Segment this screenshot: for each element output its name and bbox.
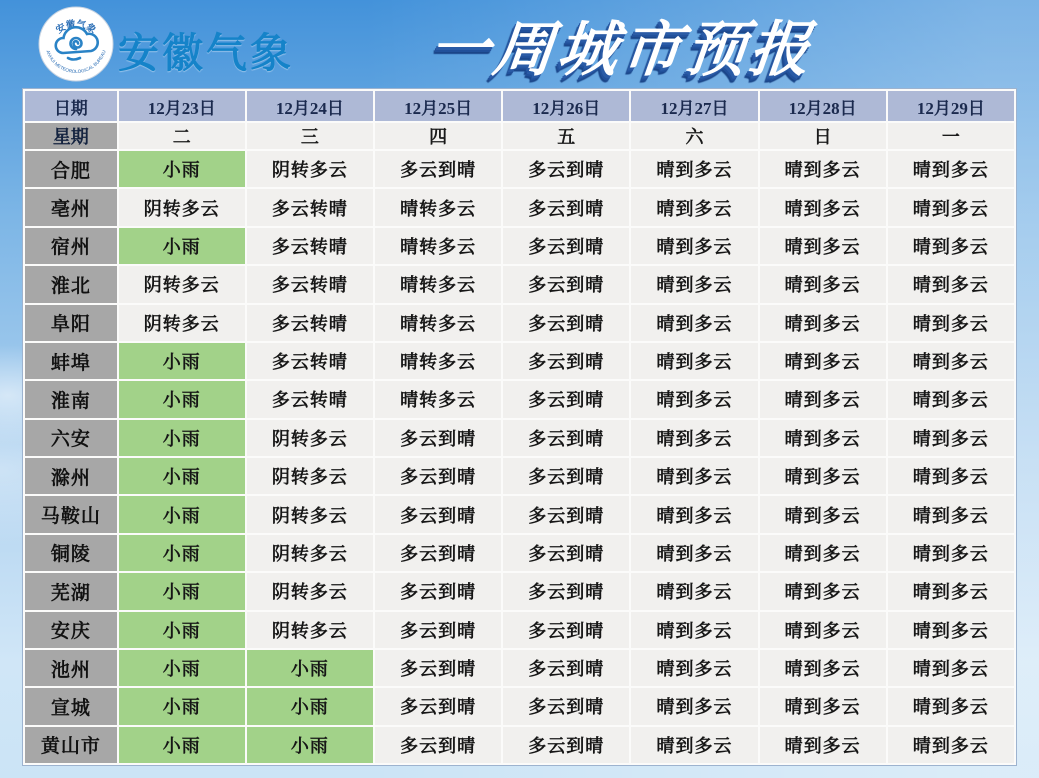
weather-cell: 小雨 [119, 420, 245, 456]
weather-cell: 晴到多云 [760, 305, 886, 341]
weather-cell: 晴到多云 [888, 650, 1014, 686]
city-name: 宣城 [25, 688, 117, 724]
date-header: 12月28日 [760, 91, 886, 121]
weekday-cell: 日 [760, 123, 886, 149]
weather-cell: 小雨 [119, 458, 245, 494]
weather-cell: 晴到多云 [888, 305, 1014, 341]
weekday-cell: 一 [888, 123, 1014, 149]
weather-cell: 晴到多云 [760, 343, 886, 379]
weather-cell: 阴转多云 [247, 151, 373, 187]
weather-cell: 多云转晴 [247, 189, 373, 225]
date-header: 12月23日 [119, 91, 245, 121]
weather-cell: 晴到多云 [760, 535, 886, 571]
weather-cell: 多云到晴 [503, 612, 629, 648]
weather-cell: 晴到多云 [760, 420, 886, 456]
weather-cell: 晴到多云 [760, 228, 886, 264]
city-name: 淮北 [25, 266, 117, 302]
table-row [25, 573, 1014, 609]
weather-cell: 小雨 [119, 688, 245, 724]
city-name: 芜湖 [25, 573, 117, 609]
weather-cell: 多云到晴 [375, 650, 501, 686]
weather-cell: 多云到晴 [375, 727, 501, 763]
weather-cell: 晴到多云 [631, 305, 757, 341]
weather-cell: 多云到晴 [503, 381, 629, 417]
weather-cell: 晴转多云 [375, 266, 501, 302]
weather-cell: 晴到多云 [631, 573, 757, 609]
weather-cell: 晴到多云 [760, 266, 886, 302]
weather-cell: 晴到多云 [888, 573, 1014, 609]
weather-cell: 晴到多云 [760, 151, 886, 187]
weather-cell: 多云转晴 [247, 343, 373, 379]
weather-cell: 阴转多云 [247, 458, 373, 494]
weather-cell: 多云到晴 [503, 535, 629, 571]
weekday-cell: 六 [631, 123, 757, 149]
forecast-table-container [22, 88, 1017, 766]
weather-cell: 多云到晴 [375, 573, 501, 609]
weather-cell: 晴转多云 [375, 189, 501, 225]
weather-cell: 晴到多云 [631, 381, 757, 417]
weekday-row-label: 星期 [25, 123, 117, 149]
weather-cell: 多云到晴 [375, 535, 501, 571]
weather-cell: 小雨 [119, 496, 245, 532]
svg-text:ANHUI METEOROLOGICAL BUREAU: ANHUI METEOROLOGICAL BUREAU [45, 49, 107, 75]
forecast-table [23, 89, 1016, 765]
city-name: 池州 [25, 650, 117, 686]
table-row [25, 189, 1014, 225]
svg-text:安徽气象: 安徽气象 [54, 19, 98, 37]
weather-cell: 晴到多云 [760, 458, 886, 494]
city-name: 黄山市 [25, 727, 117, 763]
weekday-cell: 四 [375, 123, 501, 149]
weather-cell: 阴转多云 [247, 420, 373, 456]
weather-cell: 多云到晴 [503, 343, 629, 379]
weather-cell: 小雨 [119, 151, 245, 187]
weather-cell: 晴到多云 [631, 151, 757, 187]
anhui-meteorology-logo-icon [38, 6, 114, 82]
weather-cell: 小雨 [119, 535, 245, 571]
weekday-cell: 二 [119, 123, 245, 149]
weather-cell: 晴到多云 [760, 496, 886, 532]
weather-cell: 晴转多云 [375, 228, 501, 264]
weather-cell: 多云到晴 [375, 151, 501, 187]
weather-cell: 小雨 [119, 381, 245, 417]
weather-cell: 晴到多云 [760, 612, 886, 648]
table-row [25, 420, 1014, 456]
city-name: 六安 [25, 420, 117, 456]
weather-cell: 小雨 [247, 688, 373, 724]
table-row [25, 612, 1014, 648]
weather-cell: 小雨 [119, 727, 245, 763]
weather-cell: 晴到多云 [760, 381, 886, 417]
weather-cell: 多云到晴 [503, 151, 629, 187]
weather-cell: 阴转多云 [247, 573, 373, 609]
weather-cell: 多云到晴 [503, 496, 629, 532]
weather-cell: 晴到多云 [888, 727, 1014, 763]
weather-cell: 晴到多云 [631, 688, 757, 724]
weather-cell: 多云到晴 [503, 458, 629, 494]
weekday-cell: 三 [247, 123, 373, 149]
weather-cell: 晴到多云 [760, 573, 886, 609]
weather-cell: 晴到多云 [888, 343, 1014, 379]
city-name: 铜陵 [25, 535, 117, 571]
weather-cell: 晴到多云 [760, 727, 886, 763]
date-row-label: 日期 [25, 91, 117, 121]
weather-cell: 多云到晴 [503, 727, 629, 763]
table-row [25, 381, 1014, 417]
weather-cell: 晴到多云 [888, 381, 1014, 417]
page-title: 一周城市预报 [426, 16, 818, 83]
weather-cell: 晴到多云 [888, 189, 1014, 225]
weather-cell: 多云到晴 [503, 228, 629, 264]
table-row [25, 305, 1014, 341]
forecast-table-body [25, 151, 1014, 763]
weather-cell: 多云转晴 [247, 305, 373, 341]
weather-cell: 晴到多云 [888, 496, 1014, 532]
weather-cell: 小雨 [247, 650, 373, 686]
weather-cell: 小雨 [119, 228, 245, 264]
weather-cell: 多云到晴 [375, 688, 501, 724]
weather-cell: 多云到晴 [503, 305, 629, 341]
weather-cell: 晴到多云 [760, 650, 886, 686]
date-header: 12月27日 [631, 91, 757, 121]
weather-cell: 晴到多云 [631, 420, 757, 456]
weather-cell: 多云到晴 [375, 458, 501, 494]
weather-cell: 多云到晴 [503, 688, 629, 724]
weekday-cell: 五 [503, 123, 629, 149]
date-header: 12月29日 [888, 91, 1014, 121]
weather-cell: 晴到多云 [888, 688, 1014, 724]
weather-cell: 晴到多云 [760, 189, 886, 225]
weather-cell: 多云转晴 [247, 381, 373, 417]
city-name: 滁州 [25, 458, 117, 494]
weather-cell: 阴转多云 [119, 266, 245, 302]
city-name: 合肥 [25, 151, 117, 187]
weather-cell: 阴转多云 [247, 612, 373, 648]
table-row [25, 496, 1014, 532]
weather-cell: 多云到晴 [375, 420, 501, 456]
table-row [25, 266, 1014, 302]
weather-cell: 多云到晴 [503, 420, 629, 456]
table-row [25, 727, 1014, 763]
weather-cell: 晴到多云 [888, 266, 1014, 302]
weather-cell: 多云转晴 [247, 228, 373, 264]
weather-cell: 晴到多云 [888, 458, 1014, 494]
weather-cell: 晴到多云 [888, 535, 1014, 571]
weather-cell: 阴转多云 [119, 189, 245, 225]
weather-cell: 晴到多云 [888, 420, 1014, 456]
weather-cell: 晴到多云 [631, 535, 757, 571]
table-row [25, 535, 1014, 571]
weather-cell: 小雨 [119, 343, 245, 379]
weather-cell: 晴到多云 [631, 458, 757, 494]
city-name: 亳州 [25, 189, 117, 225]
date-header-row [25, 91, 1014, 121]
weather-cell: 晴到多云 [888, 151, 1014, 187]
weather-cell: 晴到多云 [631, 343, 757, 379]
weather-cell: 阴转多云 [119, 305, 245, 341]
weather-cell: 晴到多云 [631, 496, 757, 532]
table-row [25, 151, 1014, 187]
weather-cell: 多云转晴 [247, 266, 373, 302]
weather-cell: 晴到多云 [760, 688, 886, 724]
weather-cell: 晴转多云 [375, 343, 501, 379]
table-row [25, 458, 1014, 494]
page-header [0, 0, 1039, 88]
weather-cell: 晴转多云 [375, 305, 501, 341]
table-row [25, 688, 1014, 724]
weather-cell: 晴到多云 [631, 266, 757, 302]
city-name: 安庆 [25, 612, 117, 648]
weather-cell: 阴转多云 [247, 535, 373, 571]
date-header: 12月24日 [247, 91, 373, 121]
weather-cell: 阴转多云 [247, 496, 373, 532]
weather-cell: 多云到晴 [503, 573, 629, 609]
date-header: 12月25日 [375, 91, 501, 121]
weather-cell: 晴到多云 [631, 650, 757, 686]
city-name: 宿州 [25, 228, 117, 264]
weather-cell: 多云到晴 [375, 612, 501, 648]
weather-cell: 小雨 [119, 650, 245, 686]
weather-cell: 小雨 [247, 727, 373, 763]
table-row [25, 228, 1014, 264]
brand-name: 安徽气象 [118, 30, 294, 76]
weather-cell: 晴到多云 [631, 189, 757, 225]
weather-cell: 多云到晴 [503, 266, 629, 302]
weather-cell: 晴转多云 [375, 381, 501, 417]
table-row [25, 343, 1014, 379]
weather-cell: 晴到多云 [631, 727, 757, 763]
weather-cell: 小雨 [119, 612, 245, 648]
weather-cell: 多云到晴 [503, 189, 629, 225]
city-name: 马鞍山 [25, 496, 117, 532]
weekday-row [25, 123, 1014, 149]
city-name: 淮南 [25, 381, 117, 417]
weather-cell: 晴到多云 [888, 612, 1014, 648]
weather-cell: 晴到多云 [888, 228, 1014, 264]
date-header: 12月26日 [503, 91, 629, 121]
weather-cell: 多云到晴 [375, 496, 501, 532]
weather-cell: 晴到多云 [631, 612, 757, 648]
city-name: 蚌埠 [25, 343, 117, 379]
weather-cell: 小雨 [119, 573, 245, 609]
weather-cell: 多云到晴 [503, 650, 629, 686]
table-row [25, 650, 1014, 686]
weather-cell: 晴到多云 [631, 228, 757, 264]
city-name: 阜阳 [25, 305, 117, 341]
